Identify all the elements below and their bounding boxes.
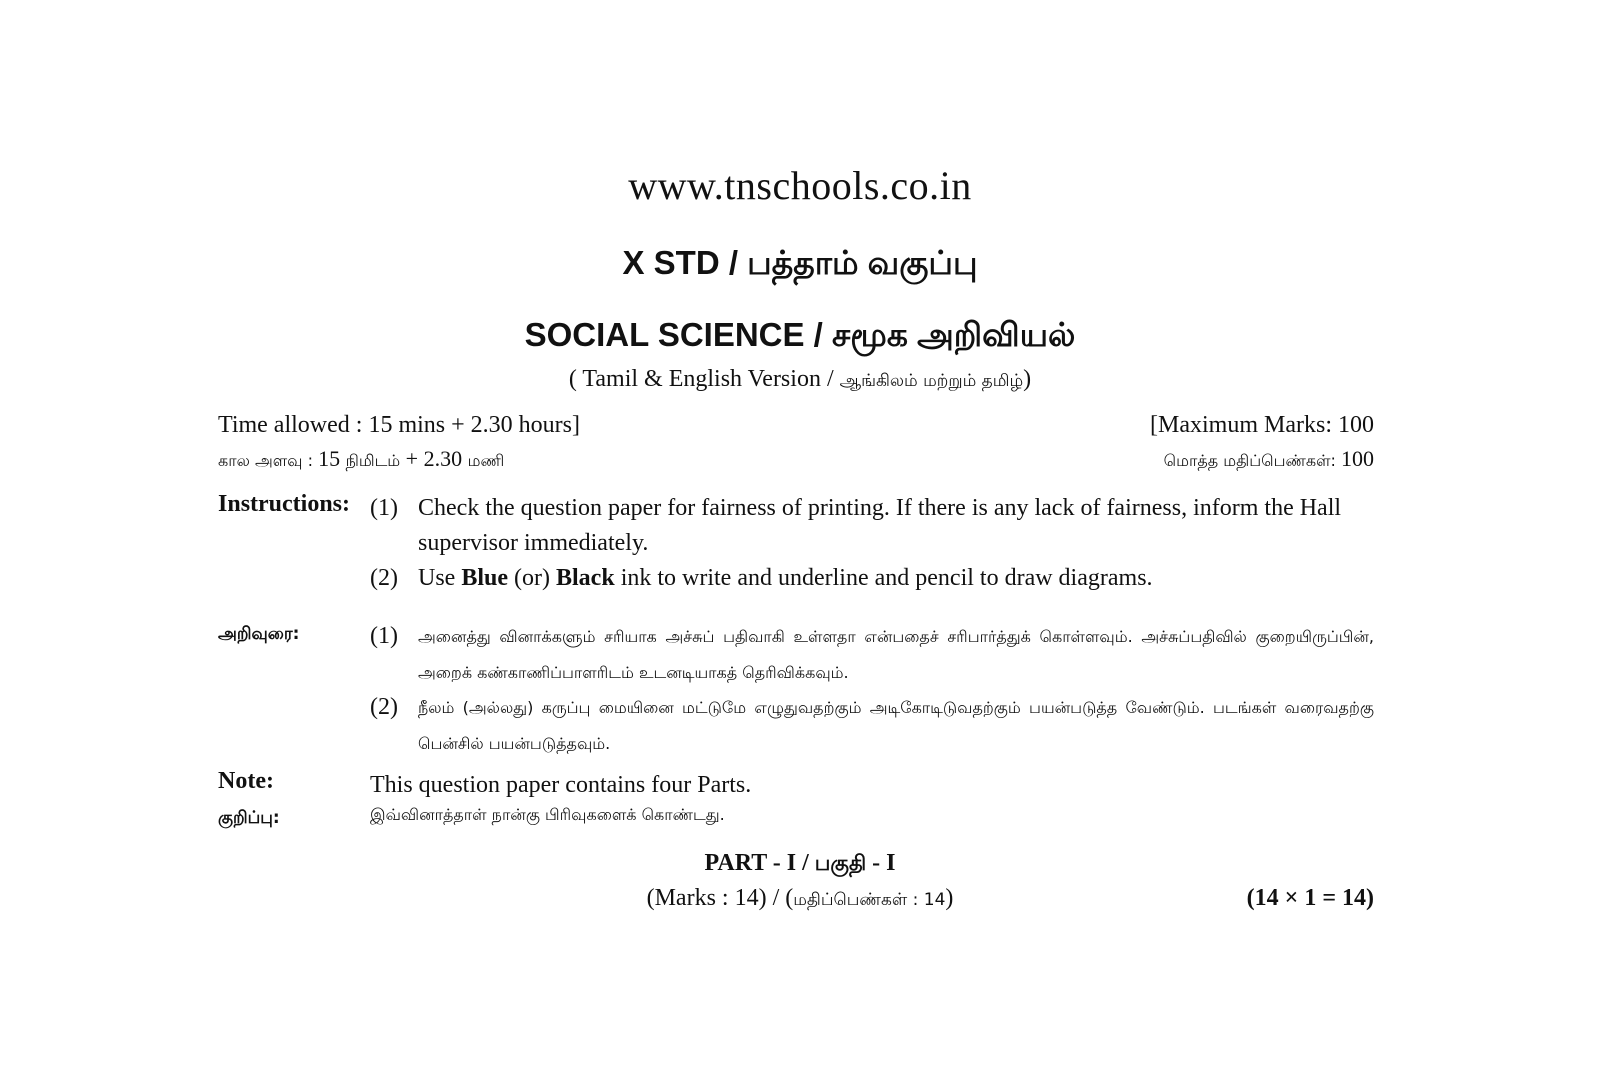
part-one-marks: (Marks : 14) / (மதிப்பெண்கள் : 14) [646, 885, 954, 911]
time-marks-tamil [218, 446, 1374, 474]
instructions-label-tamil: அறிவுரை: [218, 624, 300, 644]
note-label: Note: [218, 768, 274, 794]
part-one-marks-formula: (14 × 1 = 14) [1246, 885, 1374, 911]
instruction-2-number: (2) [370, 565, 398, 591]
maximum-marks: [Maximum Marks: 100 [1150, 412, 1374, 438]
version-english: ( Tamil & English Version / [568, 366, 840, 392]
note-label-tamil: குறிப்பு: [218, 808, 280, 828]
instruction-2-text: Use Blue (or) Black ink to write and underline and pencil to draw diagrams. [418, 565, 1153, 591]
black-ink-keyword: Black [556, 565, 615, 591]
subject-title: SOCIAL SCIENCE / சமூக அறிவியல் [524, 316, 1076, 353]
instructions-label: Instructions: [218, 491, 351, 517]
instruction-1-text: Check the question paper for fairness of printing. If there is any lack of fairness, inform the Hall supervisor immediately. [418, 495, 1342, 556]
note-text-tamil: இவ்வினாத்தாள் நான்கு பிரிவுகளைக் கொண்டது. [370, 805, 725, 824]
version-tamil: ஆங்கிலம் மற்றும் தமிழ் [839, 371, 1024, 391]
website-header: www.tnschools.co.in [628, 163, 972, 208]
time-marks-english [218, 412, 1374, 442]
instruction-1-number: (1) [370, 495, 398, 521]
tamil-instruction-2-text: நீலம் (அல்லது) கருப்பு மையினை மட்டுமே எழுதுவதற்கும் அடிகோடிடுவதற்கும் பயன்படுத்த வேண்டும். படங்கள் வரைவதற்கு பென்சில் பயன்படுத்தவும். [418, 698, 1374, 753]
note-text: This question paper contains four Parts. [370, 772, 752, 798]
tamil-instruction-1-number: (1) [370, 623, 398, 649]
class-title: X STD / பத்தாம் வகுப்பு [622, 244, 978, 281]
part-one-heading: PART - I / பகுதி - I [704, 850, 896, 876]
version-line [0, 366, 1600, 393]
tamil-instruction-2-number: (2) [370, 694, 398, 720]
time-allowed: Time allowed : 15 mins + 2.30 hours] [218, 412, 580, 438]
maximum-marks-tamil: மொத்த மதிப்பெண்கள்: 100 [1163, 446, 1374, 471]
blue-ink-keyword: Blue [461, 565, 509, 591]
time-allowed-tamil: கால அளவு : 15 நிமிடம் + 2.30 மணி [218, 446, 505, 471]
tamil-instruction-1-text: அனைத்து வினாக்களும் சரியாக அச்சுப் பதிவாகி உள்ளதா என்பதைச் சரிபார்த்துக் கொள்ளவும். அச்சுப்பதிவில் குறையிருப்பின், அறைக் கண்காணிப்பாளரிடம் உடனடியாகத் தெரிவிக்கவும். [418, 627, 1374, 682]
version-close: ) [1023, 366, 1032, 392]
